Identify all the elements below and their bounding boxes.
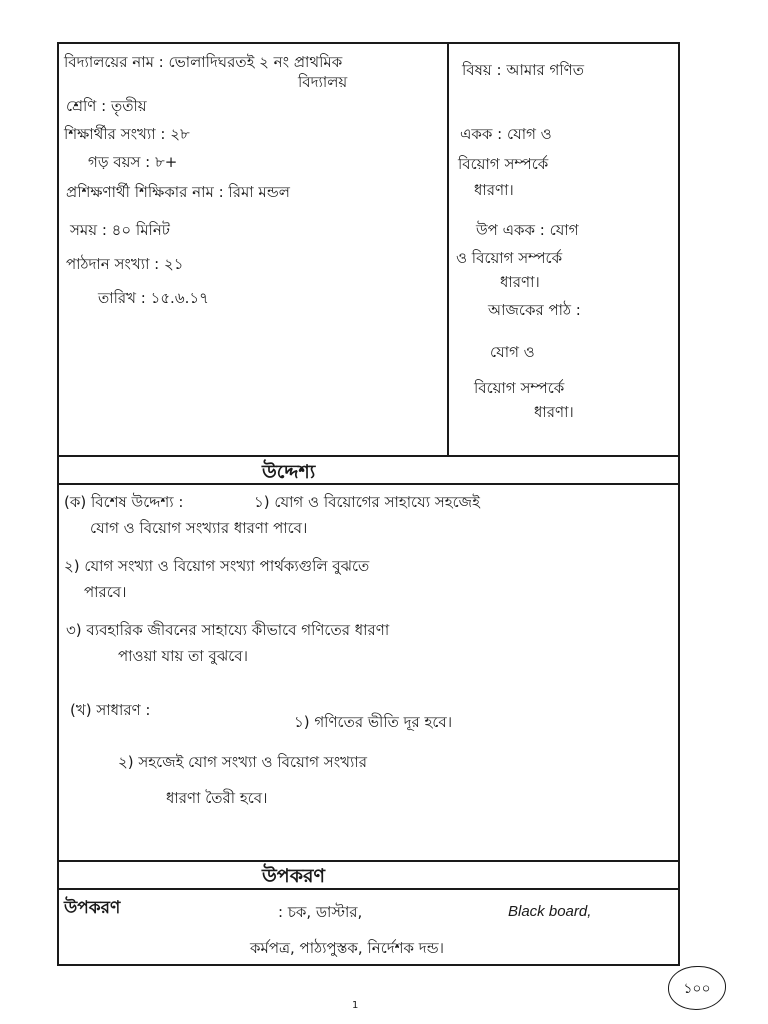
unit-line-2: বিয়োগ সম্পর্কে [458, 155, 549, 173]
trainee-name-field: প্রশিক্ষণার্থী শিক্ষিকার নাম : রিমা মন্ডল [66, 183, 290, 201]
section-rule-objectives-top [59, 455, 678, 457]
materials-label: উপকরণ [64, 898, 121, 918]
school-name-cont: বিদ্যালয় [298, 73, 348, 91]
today-line-1: আজকের পাঠ : [488, 301, 581, 319]
objective-2-line-2: পারবে। [84, 583, 127, 601]
objective-2-line-1: ২) যোগ সংখ্যা ও বিয়োগ সংখ্যা পার্থক্যগুলি বুঝতে [64, 557, 370, 575]
unit-line-3: ধারণা। [474, 181, 514, 199]
objective-3-line-2: পাওয়া যায় তা বুঝবে। [118, 647, 248, 665]
duration-field: সময় : ৪০ মিনিট [70, 221, 170, 239]
general-objective-2-line-2: ধারণা তৈরী হবে। [166, 789, 268, 807]
column-divider [447, 44, 449, 456]
section-rule-materials-bottom [59, 888, 678, 890]
age-field: গড় বয়স : ৮+ [88, 153, 178, 171]
subunit-line-1: উপ একক : যোগ [476, 221, 579, 239]
subunit-line-3: ধারণা। [500, 273, 540, 291]
objectives-heading: উদ্দেশ্য [262, 461, 316, 483]
materials-blackboard: Black board, [508, 903, 592, 920]
section-rule-materials-top [59, 860, 678, 862]
objective-1-line-2: যোগ ও বিয়োগ সংখ্যার ধারণা পাবে। [90, 519, 308, 537]
general-objective-2-line-1: ২) সহজেই যোগ সংখ্যা ও বিয়োগ সংখ্যার [118, 753, 367, 771]
page-number-circle: ১০০ [668, 966, 726, 1010]
today-line-4: ধারণা। [534, 403, 574, 421]
materials-line-2: কর্মপত্র, পাঠ্যপুস্তক, নির্দেশক দন্ড। [250, 939, 444, 957]
specific-objective-label: (ক) বিশেষ উদ্দেশ্য : [64, 493, 184, 511]
date-field: তারিখ : ১৫.৬.১৭ [98, 289, 209, 307]
page-footer-number: 1 [352, 1000, 359, 1011]
school-name: বিদ্যালয়ের নাম : ভোলাদিঘরতই ২ নং প্রাথমিক [64, 53, 343, 71]
class-field: শ্রেণি : তৃতীয় [66, 97, 147, 115]
materials-heading: উপকরণ [262, 865, 325, 887]
objective-3-line-1: ৩) ব্যবহারিক জীবনের সাহায্যে কীভাবে গণিতের ধারণা [66, 621, 390, 639]
unit-line-1: একক : যোগ ও [460, 125, 552, 143]
general-objective-1: ১) গণিতের ভীতি দূর হবে। [294, 713, 453, 731]
objective-1-line-1: ১) যোগ ও বিয়োগের সাহায্যে সহজেই [254, 493, 480, 511]
today-line-2: যোগ ও [490, 343, 535, 361]
subject-field: বিষয় : আমার গণিত [462, 61, 584, 79]
students-field: শিক্ষার্থীর সংখ্যা : ২৮ [64, 125, 190, 143]
lesson-number-field: পাঠদান সংখ্যা : ২১ [66, 255, 184, 273]
general-objective-label: (খ) সাধারণ : [70, 701, 151, 719]
section-rule-objectives-bottom [59, 483, 678, 485]
today-line-3: বিয়োগ সম্পর্কে [474, 379, 565, 397]
materials-line-1: : চক, ডাস্টার, [278, 903, 363, 921]
subunit-line-2: ও বিয়োগ সম্পর্কে [456, 249, 563, 267]
